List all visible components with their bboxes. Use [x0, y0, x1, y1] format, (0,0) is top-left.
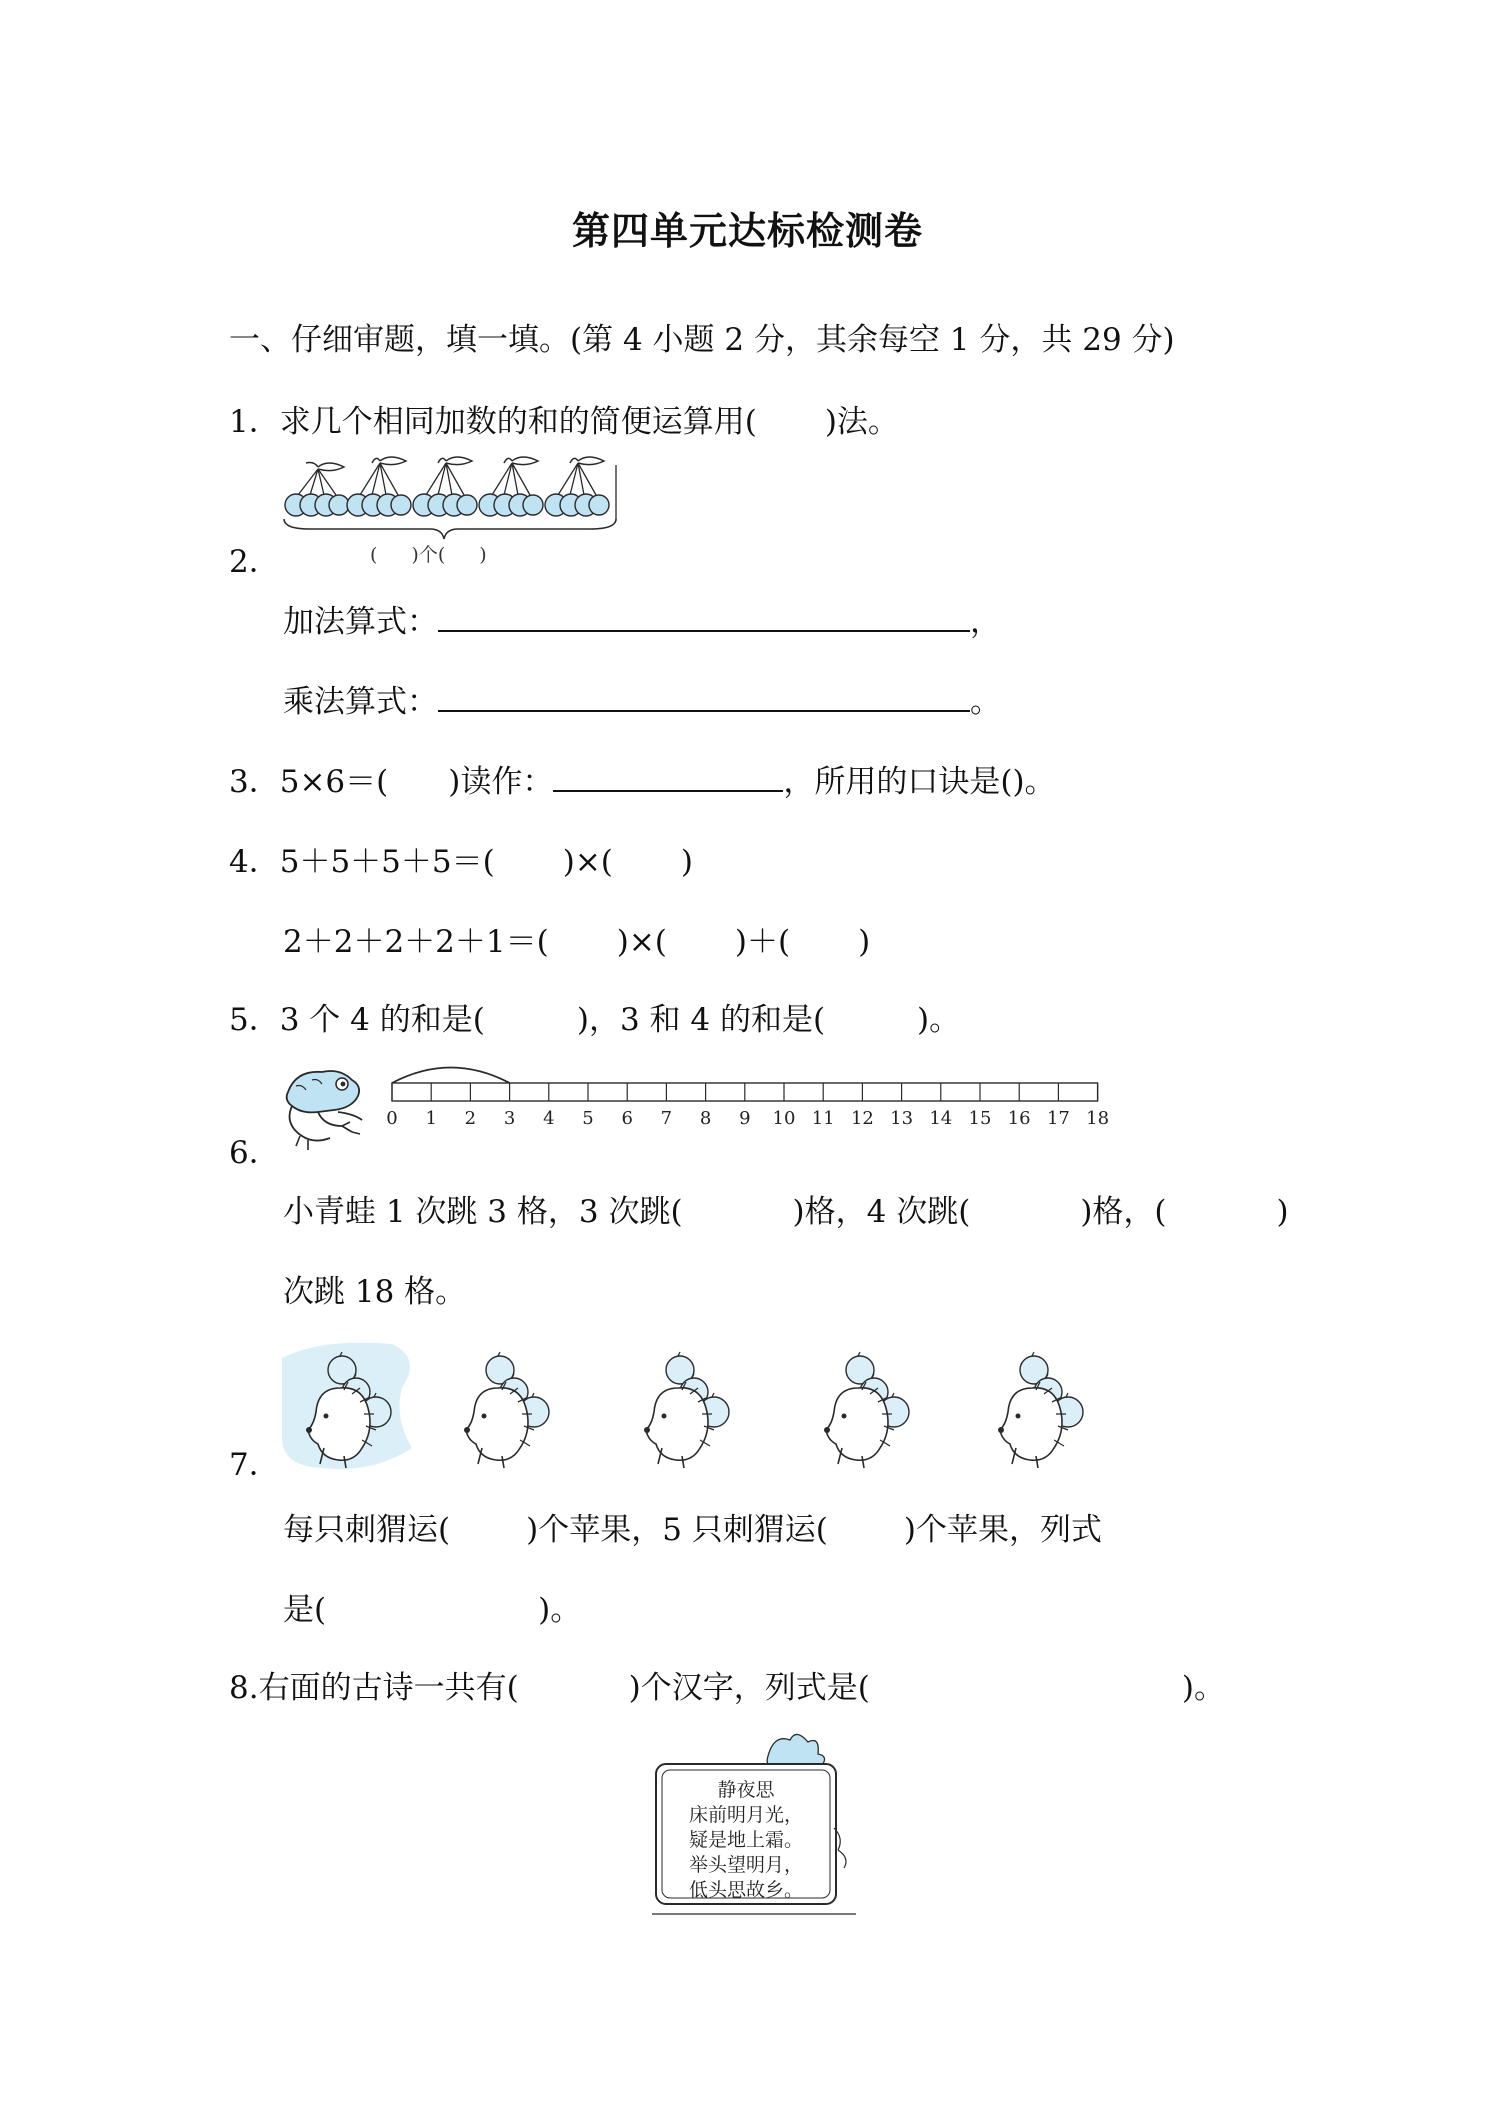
- brace-label: ( )个( ): [370, 544, 487, 566]
- question-8: 8.右面的古诗一共有( )个汉字，列式是( )。: [229, 1670, 1225, 1706]
- poem-line: 举头望明月，: [688, 1854, 803, 1876]
- cherry-bunch-icon: [413, 457, 477, 516]
- question-4-line-1: 4．5＋5＋5＋5＝( )×( ): [229, 844, 694, 880]
- hedgehog-icon: [644, 1352, 729, 1468]
- cherry-bunch-icon: [479, 457, 543, 516]
- cherry-group-icon: [285, 463, 349, 517]
- question-2-number: 2．: [229, 544, 280, 580]
- poem-line: 疑是地上霜。: [688, 1829, 803, 1851]
- poem-line: 床前明月光，: [688, 1804, 803, 1826]
- multiplication-label: 乘法算式：: [283, 684, 438, 720]
- multiplication-line: 乘法算式： 。: [283, 684, 1001, 720]
- number-line-tick-label: 12: [850, 1108, 874, 1129]
- question-text: 求几个相同加数的和的简便运算用(: [279, 404, 757, 440]
- question-7-number: 7．: [229, 1447, 280, 1483]
- question-6-line-1: 小青蛙 1 次跳 3 格，3 次跳( )格，4 次跳( )格，( ): [283, 1194, 1289, 1230]
- cherry-bunch-icon: [347, 457, 411, 516]
- question-number: 1．: [229, 404, 280, 440]
- jump-arc-icon: [392, 1068, 510, 1084]
- number-line-tick-label: 6: [621, 1108, 633, 1129]
- hedgehog-icon: [464, 1352, 549, 1468]
- number-line-tick-label: 10: [772, 1108, 796, 1129]
- question-3: 3．5×6＝( )读作： ，所用的口诀是()。: [229, 764, 1056, 800]
- number-line-tick-label: 18: [1086, 1108, 1110, 1129]
- question-7-line-1: 每只刺猬运( )个苹果，5 只刺猬运( )个苹果，列式: [283, 1512, 1102, 1548]
- question-6-line-2: 次跳 18 格。: [283, 1274, 467, 1310]
- number-line-tick-label: 8: [699, 1108, 712, 1129]
- question-4-line-2: 2＋2＋2＋2＋1＝( )×( )＋( ): [283, 924, 871, 960]
- brace-icon: [284, 519, 616, 539]
- question-6-number: 6．: [229, 1135, 280, 1171]
- number-line-tick-label: 14: [929, 1108, 953, 1129]
- question-1: [229, 402, 899, 442]
- number-line-tick-label: 13: [890, 1108, 914, 1129]
- addition-answer-line[interactable]: [438, 602, 970, 632]
- page-title: 第四单元达标检测卷: [572, 209, 924, 253]
- number-line-tick-label: 9: [739, 1108, 751, 1129]
- number-line: [380, 1060, 1120, 1140]
- number-line-tick-label: 11: [811, 1108, 835, 1129]
- number-line-tick-label: 4: [543, 1108, 555, 1129]
- question-5: 5．3 个 4 的和是( )，3 和 4 的和是( )。: [229, 1002, 961, 1038]
- question-text: )法。: [824, 404, 899, 440]
- number-line-tick-label: 0: [386, 1108, 398, 1129]
- cherry-bunch-icon: [285, 463, 349, 517]
- frog-icon: [278, 1062, 378, 1152]
- reading-answer-line[interactable]: [553, 762, 783, 792]
- hedgehogs-figure: [282, 1338, 1144, 1476]
- number-line-tick-label: 1: [425, 1108, 437, 1129]
- hedgehog-icon: [824, 1352, 909, 1468]
- hedgehog-icon: [998, 1352, 1083, 1468]
- number-line-tick-label: 7: [660, 1108, 673, 1129]
- number-line-tick-label: 3: [503, 1108, 516, 1129]
- poem-text: [662, 1778, 830, 1903]
- question-7-line-2: 是( )。: [283, 1592, 582, 1628]
- number-line-tick-label: 5: [582, 1108, 594, 1129]
- poem-line: 低头思故乡。: [688, 1879, 803, 1901]
- number-line-tick-label: 2: [464, 1108, 477, 1129]
- addition-line: 加法算式： ，: [283, 604, 1001, 640]
- poem-title: 静夜思: [717, 1779, 775, 1801]
- cherry-bunch-icon: [545, 457, 609, 516]
- number-line-tick-label: 16: [1007, 1108, 1031, 1129]
- multiplication-answer-line[interactable]: [438, 682, 970, 712]
- leaf-icon: [767, 1734, 824, 1768]
- number-line-tick-label: 15: [968, 1108, 992, 1129]
- addition-label: 加法算式：: [283, 604, 438, 640]
- number-line-tick-label: 17: [1046, 1108, 1070, 1129]
- section-heading: 一、仔细审题，填一填。(第 4 小题 2 分，其余每空 1 分，共 29 分): [229, 322, 1175, 358]
